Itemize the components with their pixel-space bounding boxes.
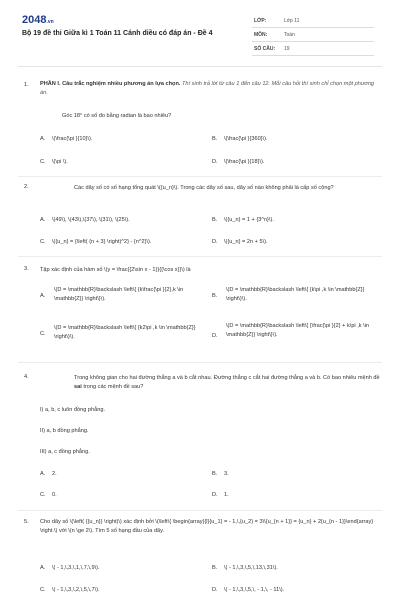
option-letter: A. <box>40 136 46 142</box>
option-letter: B. <box>212 471 218 477</box>
question-number: 4. <box>24 374 29 380</box>
statement: III) a, c đồng phẳng. <box>40 449 90 455</box>
answer-option[interactable] <box>40 286 208 312</box>
question-number: 1. <box>24 82 29 88</box>
section-label: PHẦN I. <box>40 81 61 87</box>
meta-key: MÔN: <box>254 32 268 38</box>
meta-subject-row <box>252 28 374 42</box>
section-heading: Câu trắc nghiệm nhiều phương án lựa chọn. <box>62 81 181 87</box>
question-number: 3. <box>24 266 29 272</box>
question-text-part: trong các mệnh đề sau? <box>83 384 144 390</box>
option-letter: A. <box>40 217 46 223</box>
option-text: \(49\), \(43\),\(37\), \(31\), \(25\). <box>52 217 130 223</box>
question-number: 5. <box>24 519 29 525</box>
statement: II) a, b đồng phẳng. <box>40 428 89 434</box>
option-letter: D. <box>212 587 218 593</box>
section-intro <box>40 80 382 98</box>
option-text: 2. <box>52 471 57 477</box>
option-letter: C. <box>40 159 46 165</box>
header-divider <box>18 66 382 67</box>
option-text: \( - 1,\,3,\,5,\, - 1,\, - 11\). <box>224 587 285 593</box>
meta-key: LỚP: <box>254 18 267 24</box>
question-number: 2. <box>24 184 29 190</box>
option-text: \( - 1,\,3,\,2,\,5,\,7\). <box>52 587 100 593</box>
option-text: \({u_n} = 2n + 5\). <box>224 239 268 245</box>
question-divider <box>18 362 382 363</box>
option-letter: D. <box>212 492 218 498</box>
logo-domain: .vn <box>46 19 54 25</box>
answer-option[interactable] <box>212 322 380 356</box>
option-text: \( - 1,\,3,\,1,\,7,\,9\). <box>52 565 100 571</box>
option-text: \({u_n} = {\left( {n + 3} \right)^2} - {n^2}\). <box>52 239 152 245</box>
answer-option[interactable] <box>40 324 208 350</box>
option-letter: C. <box>40 331 46 337</box>
question-text-part: Trong không gian cho hai đường thẳng a và b cắt nhau. Đường thẳng c cắt hai đường thẳng a và b. Có bao nhiêu mệnh đề <box>74 375 380 381</box>
meta-value: 19 <box>284 46 290 52</box>
option-letter: B. <box>212 217 218 223</box>
option-letter: B. <box>212 136 218 142</box>
option-letter: B. <box>212 293 218 299</box>
question-text: Tập xác định của hàm số \(y = \frac{{2\sin x - 1}}{{\cos x}}\) là <box>40 267 191 273</box>
option-text: \(D = \mathbb{R}\backslash \left\{ {k\pi ,k \in \mathbb{Z}} \right\}\). <box>226 287 365 302</box>
question-text: Các dãy số có số hạng tổng quát \({u_n}\). Trong các dãy số sau, dãy số nào không phải là cấp số cộng? <box>74 185 334 191</box>
document-title: Bộ 19 đề thi Giữa kì 1 Toán 11 Cánh diều có đáp án - Đề 4 <box>22 30 213 37</box>
meta-key: SỐ CÂU: <box>254 46 276 52</box>
meta-value: Toán <box>284 32 295 38</box>
option-text: \(\pi \). <box>52 159 68 165</box>
option-letter: C. <box>40 239 46 245</box>
meta-value: Lớp 11 <box>284 18 300 24</box>
option-text: \( - 1,\,3,\,5,\,13,\,31\). <box>224 565 278 571</box>
option-text: \(\frac{\pi }{18}\). <box>224 159 265 165</box>
question-text: Góc 18° có số đo bằng radian là bao nhiêu? <box>62 113 172 119</box>
answer-option[interactable] <box>212 286 380 312</box>
site-logo[interactable] <box>22 14 54 26</box>
option-text: 3. <box>224 471 229 477</box>
option-text: \(D = \mathbb{R}\backslash \left\{ {k\frac{\pi }{2},k \in \mathbb{Z}} \right\}\). <box>54 287 184 302</box>
option-text: \(\frac{\pi }{10}\). <box>52 136 93 142</box>
option-text: \(D = \mathbb{R}\backslash \left\{ {\frac{\pi }{2} + k\pi ,k \in \mathbb{Z}} \right\}\). <box>226 323 370 338</box>
option-letter: B. <box>212 565 218 571</box>
option-letter: D. <box>212 159 218 165</box>
section-instruction: Thí sinh trả lời từ câu 1 đến câu 12. Mỗi câu hỏi thí sinh chỉ chọn một phương án. <box>40 81 375 96</box>
question-divider <box>18 176 382 177</box>
option-letter: A. <box>40 471 46 477</box>
question-divider <box>18 256 382 257</box>
option-text: \(D = \mathbb{R}\backslash \left\{ {k2\pi ,k \in \mathbb{Z}} \right\}\). <box>54 325 196 340</box>
question-text: Cho dãy số \(\left( {{u_n}} \right)\) xác định bởi \(\left\{ \begin{array}{l}{u_1} = - 1,\,{u_2} = 3\\{u_{n + 1}} = {u_n} + 2{u_{n - 1}}\end{array} \right.\) với \(n \ge 2\). Tìm 5 số hạng đầu của dãy. <box>40 519 374 534</box>
statement: I) a, b, c luôn đồng phẳng. <box>40 407 105 413</box>
option-letter: C. <box>40 587 46 593</box>
option-letter: A. <box>40 565 46 571</box>
question-divider <box>18 510 382 511</box>
question-emphasis: sai <box>74 384 82 390</box>
option-letter: C. <box>40 492 46 498</box>
option-letter: D. <box>212 333 218 339</box>
option-text: 1. <box>224 492 229 498</box>
meta-class-row <box>252 14 374 28</box>
option-text: \(\frac{\pi }{360}\). <box>224 136 268 142</box>
question-text <box>74 374 380 392</box>
option-text: \({u_n} = 1 + {3^n}\). <box>224 217 274 223</box>
option-letter: A. <box>40 293 46 299</box>
page-header <box>0 0 400 62</box>
meta-count-row <box>252 42 374 56</box>
option-text: 0. <box>52 492 57 498</box>
option-letter: D. <box>212 239 218 245</box>
logo-text: 2048 <box>22 14 47 26</box>
